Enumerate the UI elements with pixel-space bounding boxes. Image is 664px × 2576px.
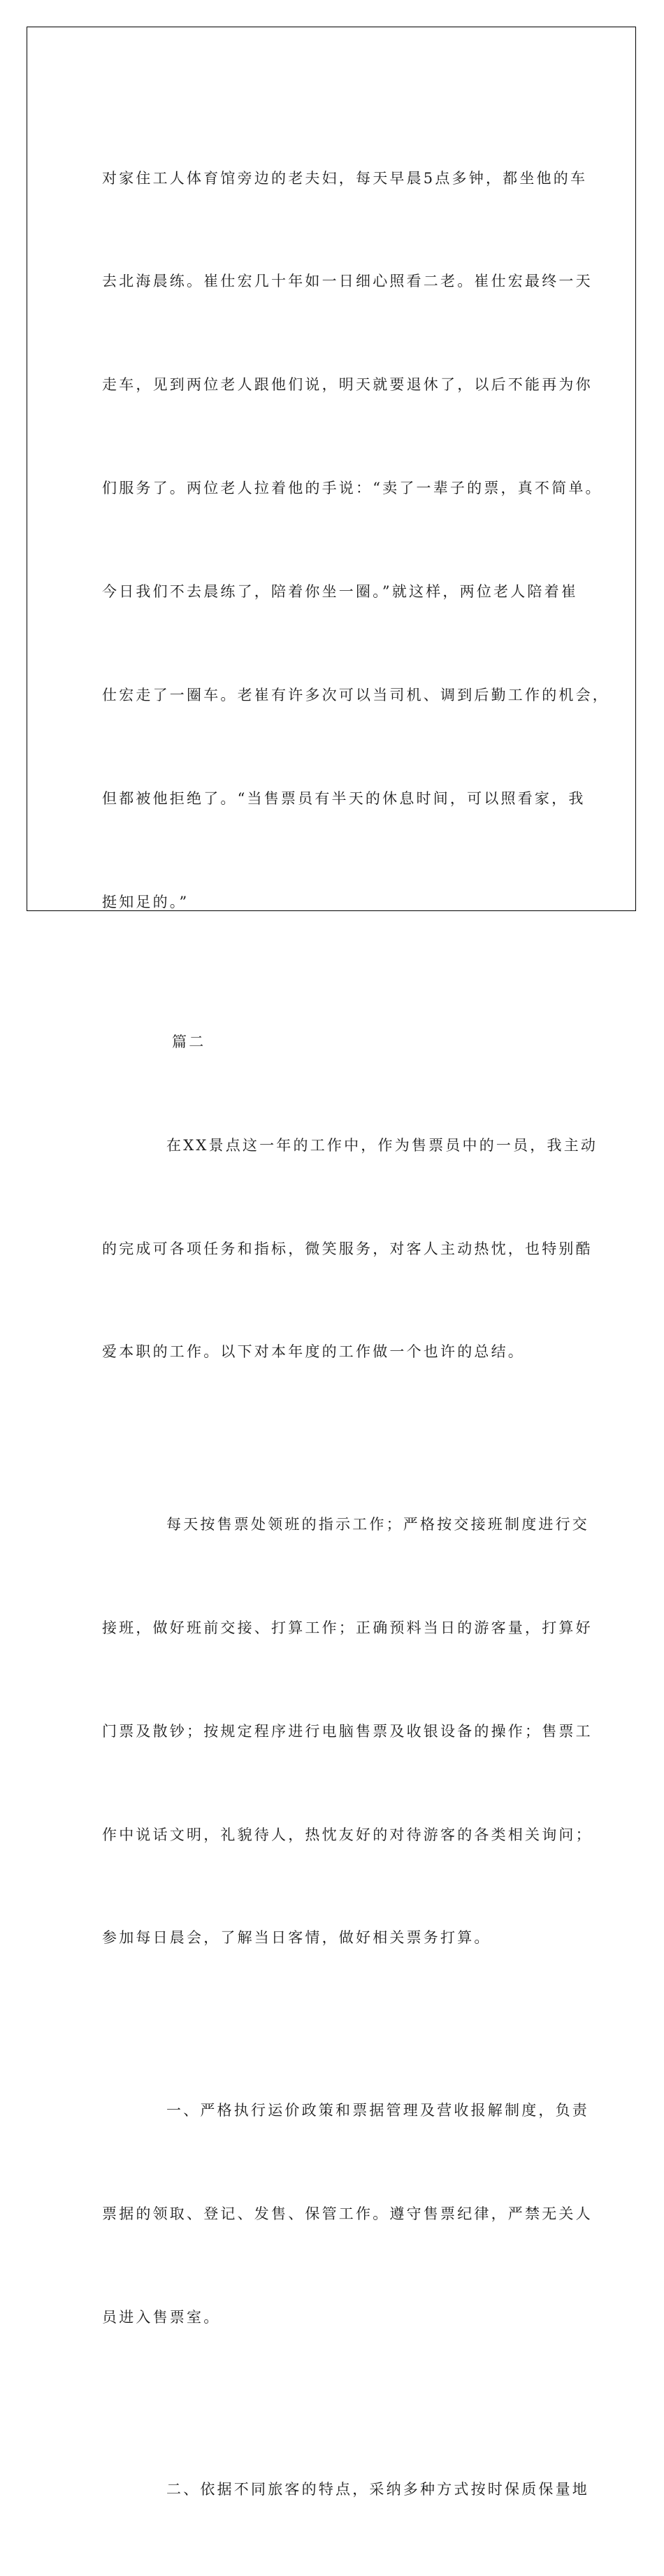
- text-line: 接班，做好班前交接、打算工作；正确预料当日的游客量，打算好: [102, 1619, 593, 1636]
- paragraph: [102, 1059, 598, 1438]
- document-body: [102, 92, 609, 2576]
- text-line: 票据的领取、登记、发售、保管工作。遵守售票纪律，严禁无关人: [102, 2205, 593, 2222]
- text-line: 员进入售票室。: [102, 2308, 221, 2326]
- text-line: 作中说话文明，礼貌待人，热忱友好的对待游客的各类相关询问；: [102, 1826, 593, 1843]
- text-line: 挺知足的。”: [102, 893, 189, 910]
- paragraph: [102, 92, 609, 989]
- text-line: 每天按售票处领班的指示工作；严格按交接班制度进行交: [166, 1515, 589, 1533]
- text-line: 在XX景点这一年的工作中，作为售票员中的一员，我主动: [166, 1136, 598, 1154]
- paragraph: [102, 1438, 593, 2024]
- text-line: 二、依据不同旅客的特点，采纳多种方式按时保质保量地: [166, 2481, 589, 2498]
- text-line: 仕宏走了一圈车。老崔有许多次可以当司机、调到后勤工作的机会，: [102, 687, 609, 704]
- text-line: 爱本职的工作。以下对本年度的工作做一个也许的总结。: [102, 1343, 525, 1361]
- text-line: 走车，见到两位老人跟他们说，明天就要退休了，以后不能再为你: [102, 376, 593, 394]
- text-line: 的完成可各项任务和指标，微笑服务，对客人主动热忱，也特别酷: [102, 1240, 593, 1257]
- text-line: 但都被他拒绝了。“当售票员有半天的休息时间，可以照看家，我: [102, 789, 586, 807]
- text-line: 门票及散钞；按规定程序进行电脑售票及收银设备的操作；售票工: [102, 1722, 593, 1740]
- text-line: 一、严格执行运价政策和票据管理及营收报解制度，负责: [166, 2101, 589, 2119]
- text-line: 今日我们不去晨练了，陪着你坐一圈。”就这样，两位老人陪着崔: [102, 583, 579, 601]
- text-line: 对家住工人体育馆旁边的老夫妇，每天早晨5点多钟，都坐他的车: [102, 169, 588, 187]
- paragraph: [102, 2024, 593, 2403]
- text-line: 们服务了。两位老人拉着他的手说：“卖了一辈子的票，真不简单。: [102, 480, 602, 497]
- text-line: 参加每日晨会，了解当日客情，做好相关票务打算。: [102, 1929, 491, 1947]
- paragraph: [102, 2404, 589, 2576]
- text-line: 去北海晨练。崔仕宏几十年如一日细心照看二老。崔仕宏最终一天: [102, 273, 593, 290]
- section-heading: 篇二: [172, 1033, 206, 1050]
